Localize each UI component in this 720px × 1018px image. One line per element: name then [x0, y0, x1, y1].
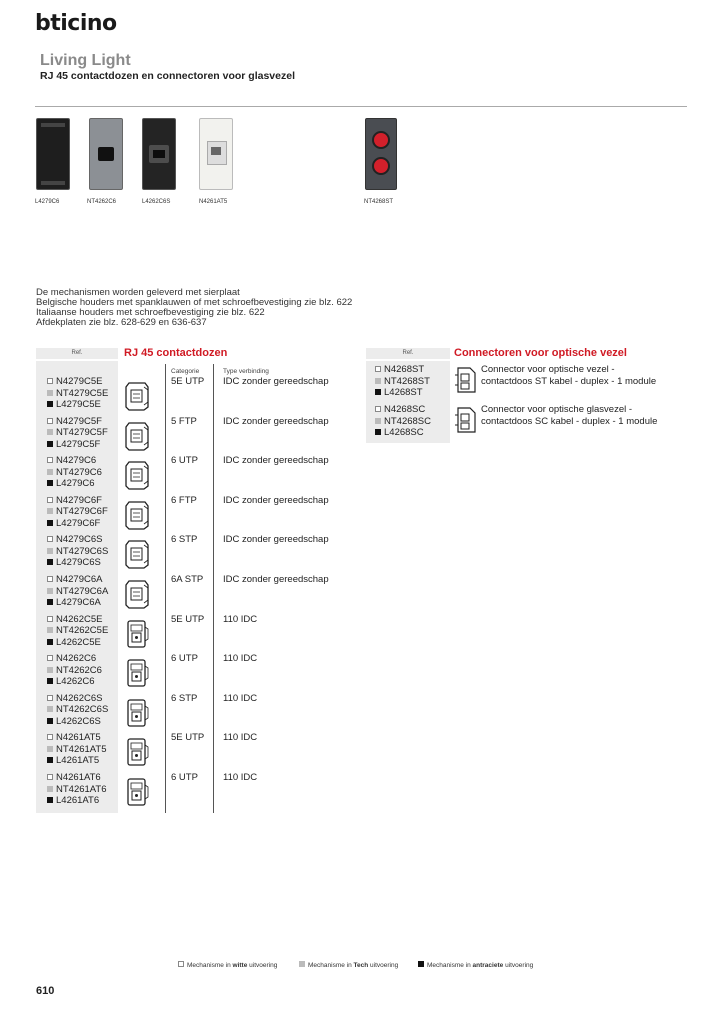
white-square-icon [47, 378, 53, 384]
rj45-socket-icon [124, 421, 150, 451]
grey-square-icon [47, 508, 53, 514]
white-square-icon [47, 457, 53, 463]
ref-code: N4262C5E [47, 614, 108, 626]
ref-code: N4279C5F [47, 416, 108, 428]
optical-connector-icon [452, 405, 478, 435]
ref-group [47, 614, 108, 649]
black-square-icon [47, 559, 53, 565]
black-square-icon [47, 718, 53, 724]
ref-code: NT4279C6A [47, 586, 108, 598]
connection-type-cell: IDC zonder gereedschap [223, 574, 329, 585]
category-cell: 6 FTP [171, 494, 197, 506]
grey-square-icon [47, 548, 53, 554]
category-cell: 5E UTP [171, 376, 205, 387]
ref-code: L4268ST [375, 387, 430, 399]
white-square-icon [47, 616, 53, 622]
rj45-socket-icon [124, 539, 150, 569]
note-line: Belgische houders met spanklauwen of met schroefbevestiging zie blz. 622 [36, 297, 353, 308]
ref-code: NT4262C5E [47, 625, 108, 637]
grey-square-icon [47, 390, 53, 396]
product-label: N4261AT5 [199, 199, 228, 205]
black-square-icon [47, 480, 53, 486]
ref-group [47, 772, 107, 807]
notes-block [36, 288, 352, 328]
ref-code: NT4279C5F [47, 427, 108, 439]
rj45-socket-icon [124, 381, 150, 411]
rj45-column-divider [213, 364, 214, 813]
black-square-icon [47, 678, 53, 684]
grey-square-icon [47, 588, 53, 594]
black-square-icon [418, 961, 424, 967]
black-square-icon [47, 599, 53, 605]
white-square-icon [178, 961, 184, 967]
ref-group [47, 455, 102, 490]
grey-square-icon [47, 786, 53, 792]
category-cell: 5E UTP [171, 613, 205, 625]
black-square-icon [47, 797, 53, 803]
note-line: De mechanismen worden geleverd met sierplaat [36, 287, 240, 298]
rj45-category-header: Categorie [171, 368, 200, 375]
description-line: contactdoos ST kabel - duplex - 1 module [481, 375, 657, 387]
white-square-icon [47, 536, 53, 542]
rj45-section-title: RJ 45 contactdozen [124, 347, 228, 359]
black-square-icon [47, 639, 53, 645]
ref-group [375, 404, 431, 439]
description-line: Connector voor optische glasvezel - [481, 404, 633, 415]
ref-code: L4279C6F [47, 518, 108, 530]
ref-code: NT4279C6F [47, 506, 108, 518]
black-square-icon [47, 441, 53, 447]
ref-code: N4261AT6 [47, 772, 107, 784]
ref-group [47, 653, 102, 688]
logo-text: bticino [35, 11, 117, 36]
ref-code: L4262C5E [47, 637, 108, 649]
rj45-socket-icon [124, 500, 150, 530]
category-cell: 6 UTP [171, 772, 198, 783]
rj45-socket-icon [124, 658, 150, 688]
white-square-icon [47, 734, 53, 740]
description-line: Connector voor optische vezel - [481, 364, 615, 375]
ref-group [47, 693, 108, 728]
ref-group [47, 732, 107, 767]
ref-code: NT4279C5E [47, 388, 108, 400]
ref-code: L4262C6 [47, 676, 102, 688]
grey-square-icon [47, 746, 53, 752]
product-label: L4262C6S [142, 199, 171, 205]
ref-group [47, 376, 108, 411]
black-square-icon [47, 401, 53, 407]
grey-square-icon [47, 469, 53, 475]
ref-code: L4261AT6 [47, 795, 107, 807]
page-number: 610 [36, 985, 55, 997]
optical-connector-icon [452, 365, 478, 395]
white-square-icon [47, 695, 53, 701]
ref-group [375, 364, 430, 399]
page-subtitle: RJ 45 contactdozen en connectoren voor glasvezel [40, 70, 295, 82]
ref-code: L4279C6S [47, 557, 108, 569]
ref-code: L4262C6S [47, 716, 108, 728]
connection-type-cell: 110 IDC [223, 613, 258, 625]
ref-code: N4279C5E [47, 376, 108, 388]
connection-type-cell: 110 IDC [223, 772, 258, 783]
product-body [36, 118, 70, 190]
rj45-socket-icon [124, 619, 150, 649]
description-cell [481, 404, 657, 427]
connection-type-cell: IDC zonder gereedschap [223, 494, 329, 506]
ref-code: NT4279C6S [47, 546, 108, 558]
rj45-socket-icon [124, 579, 150, 609]
ref-code: N4262C6 [47, 653, 102, 665]
category-cell: 6 STP [171, 534, 198, 546]
product-body [365, 118, 397, 190]
note-line: Afdekplaten zie blz. 628-629 en 636-637 [36, 317, 207, 328]
category-cell: 6 STP [171, 692, 198, 704]
ref-group [47, 416, 108, 451]
black-square-icon [375, 429, 381, 435]
white-square-icon [47, 655, 53, 661]
connection-type-cell: 110 IDC [223, 653, 258, 665]
ref-code: N4268ST [375, 364, 430, 376]
ref-code: N4279C6S [47, 534, 108, 546]
ref-code: N4262C6S [47, 693, 108, 705]
ref-code: N4279C6 [47, 455, 102, 467]
header-divider [35, 106, 687, 107]
ref-code: L4279C6A [47, 597, 108, 609]
connection-type-cell: IDC zonder gereedschap [223, 376, 329, 387]
grey-square-icon [47, 627, 53, 633]
product-body [199, 118, 233, 190]
grey-square-icon [47, 667, 53, 673]
ref-code: L4279C5F [47, 439, 108, 451]
product-label: NT4268ST [364, 199, 394, 205]
legend-anthracite: Mechanisme in antraciete uitvoering [418, 961, 533, 969]
ref-code: L4261AT5 [47, 755, 107, 767]
ref-group [47, 574, 108, 609]
grey-square-icon [47, 429, 53, 435]
rj45-socket-icon [124, 737, 150, 767]
brand-logo [35, 12, 117, 36]
ref-code: L4279C6 [47, 478, 102, 490]
ref-code: NT4268ST [375, 376, 430, 388]
rj45-socket-icon [124, 698, 150, 728]
legend-white: Mechanisme in witte uitvoering [178, 961, 277, 969]
rj45-socket-icon [124, 460, 150, 490]
ref-code: NT4261AT5 [47, 744, 107, 756]
description-cell [481, 364, 656, 387]
note-line: Italiaanse houders met schroefbevestiging zie blz. 622 [36, 307, 265, 318]
ref-code: NT4268SC [375, 416, 431, 428]
connection-type-cell: IDC zonder gereedschap [223, 534, 329, 546]
grey-square-icon [375, 418, 381, 424]
rj45-socket-icon [124, 777, 150, 807]
black-square-icon [47, 757, 53, 763]
white-square-icon [375, 366, 381, 372]
ref-code: L4268SC [375, 427, 431, 439]
connection-type-cell: IDC zonder gereedschap [223, 415, 329, 427]
ref-code: L4279C5E [47, 399, 108, 411]
ref-code: N4261AT5 [47, 732, 107, 744]
ref-code: NT4262C6S [47, 704, 108, 716]
product-body [142, 118, 176, 190]
rj45-ref-header: Ref. [36, 348, 118, 359]
connection-type-cell: 110 IDC [223, 692, 258, 704]
ref-group [47, 534, 108, 569]
connection-type-cell: 110 IDC [223, 732, 258, 744]
connection-type-cell: IDC zonder gereedschap [223, 455, 329, 467]
rj45-column-divider [165, 364, 166, 813]
white-square-icon [47, 497, 53, 503]
product-label: L4279C6 [35, 199, 60, 205]
ref-code: NT4279C6 [47, 467, 102, 479]
grey-square-icon [299, 961, 305, 967]
ref-code: NT4261AT6 [47, 784, 107, 796]
white-square-icon [47, 576, 53, 582]
black-square-icon [47, 520, 53, 526]
ref-group [47, 495, 108, 530]
ref-code: NT4262C6 [47, 665, 102, 677]
description-line: contactdoos SC kabel - duplex - 1 module [481, 415, 658, 427]
black-square-icon [375, 389, 381, 395]
white-square-icon [47, 418, 53, 424]
grey-square-icon [375, 378, 381, 384]
legend-tech: Mechanisme in Tech uitvoering [299, 961, 398, 969]
rj45-type-header: Type verbinding [223, 368, 269, 375]
category-cell: 6 UTP [171, 455, 198, 467]
page-title: Living Light [40, 52, 131, 69]
category-cell: 6A STP [171, 574, 204, 585]
ref-code: N4268SC [375, 404, 431, 416]
ref-code: N4279C6A [47, 574, 108, 586]
ref-code: N4279C6F [47, 495, 108, 507]
grey-square-icon [47, 706, 53, 712]
optical-section-title: Connectoren voor optische vezel [454, 347, 627, 359]
optical-ref-header: Ref. [366, 348, 450, 359]
category-cell: 5E UTP [171, 732, 205, 744]
product-body [89, 118, 123, 190]
white-square-icon [47, 774, 53, 780]
white-square-icon [375, 406, 381, 412]
category-cell: 6 UTP [171, 653, 198, 665]
category-cell: 5 FTP [171, 415, 197, 427]
product-label: NT4262C6 [87, 199, 117, 205]
